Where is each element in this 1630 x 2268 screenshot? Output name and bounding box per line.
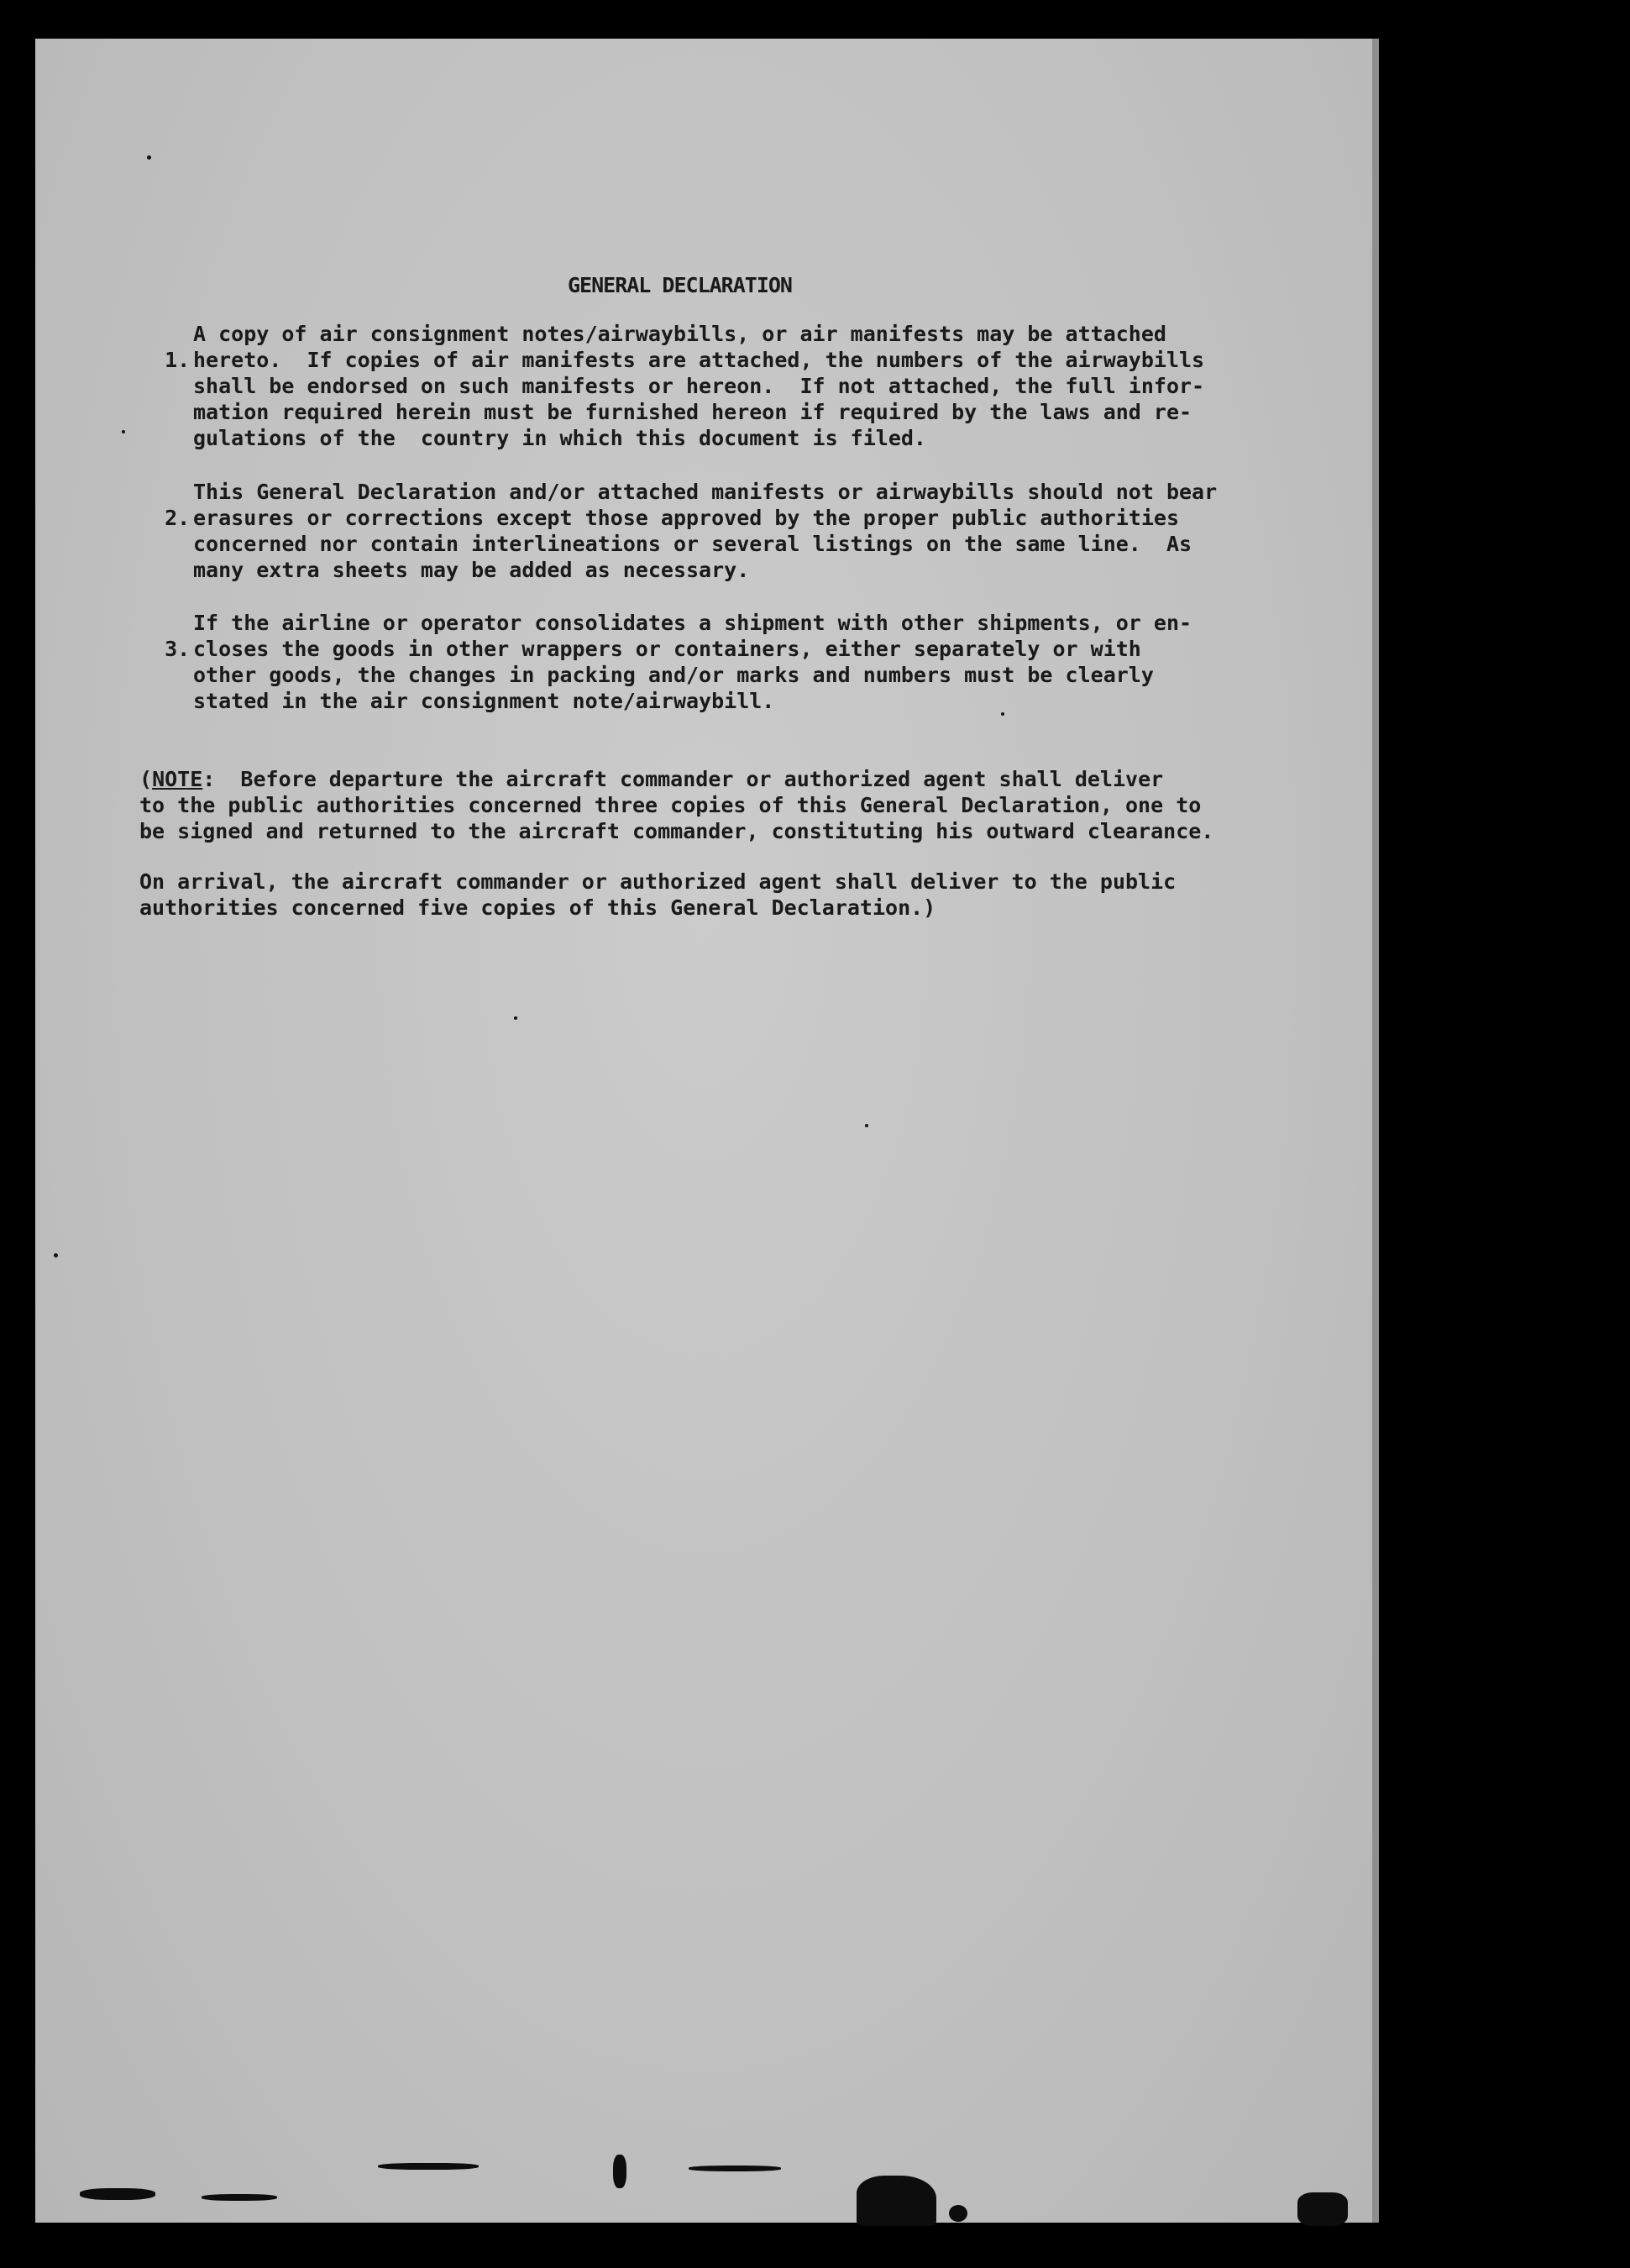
speck [147, 155, 151, 160]
text-line: shall be endorsed on such manifests or hereon. If not attached, the full infor- [193, 374, 1205, 398]
text-line: to the public authorities concerned three copies of this General Declaration, one to [139, 793, 1202, 817]
ink-blot [378, 2163, 479, 2170]
text-line: This General Declaration and/or attached manifests or airwaybills should not bear [193, 480, 1218, 504]
page-edge [1372, 39, 1379, 2223]
speck [514, 1016, 517, 1020]
text-line: : Before departure the aircraft commander or authorized agent shall deliver [202, 767, 1164, 791]
text-line: If the airline or operator consolidates a shipment with other shipments, or en- [193, 611, 1192, 635]
note-open-paren: ( [139, 767, 153, 791]
speck [54, 1253, 58, 1257]
ink-blot [949, 2205, 967, 2222]
list-item-2-text [193, 479, 1217, 583]
ink-blot [857, 2176, 936, 2226]
text-line: gulations of the country in which this document is filed. [193, 426, 926, 450]
note-paragraph [139, 766, 1213, 844]
list-item-1-text [193, 321, 1204, 451]
text-line: erasures or corrections except those approved by the proper public authorities [193, 506, 1179, 530]
ink-blot [202, 2194, 277, 2201]
item-number: 1. [165, 348, 191, 372]
ink-blot [613, 2155, 626, 2188]
text-line: closes the goods in other wrappers or containers, either separately or with [193, 637, 1141, 661]
text-line: many extra sheets may be added as necessary. [193, 558, 750, 582]
text-line: A copy of air consignment notes/airwaybills, or air manifests may be attached [193, 322, 1166, 346]
ink-blot [80, 2188, 155, 2200]
text-line: authorities concerned five copies of this General Declaration.) [139, 895, 936, 920]
item-number: 2. [165, 506, 191, 530]
note-label: NOTE [152, 767, 203, 791]
speck [865, 1124, 868, 1127]
ink-blot [1297, 2192, 1348, 2226]
text-line: stated in the air consignment note/airwaybill. [193, 689, 775, 713]
list-item-1 [139, 321, 190, 373]
text-line: concerned nor contain interlineations or several listings on the same line. As [193, 532, 1192, 556]
ink-blot [689, 2166, 781, 2171]
text-line: hereto. If copies of air manifests are attached, the numbers of the airwaybills [193, 348, 1205, 372]
text-line: mation required herein must be furnished hereon if required by the laws and re- [193, 400, 1192, 424]
list-item-3 [139, 610, 190, 662]
text-line: On arrival, the aircraft commander or authorized agent shall deliver to the public [139, 869, 1177, 894]
list-item-2 [139, 479, 190, 531]
document-title: GENERAL DECLARATION [568, 273, 792, 297]
text-line: other goods, the changes in packing and/or marks and numbers must be clearly [193, 663, 1154, 687]
arrival-paragraph [139, 869, 1176, 921]
speck [122, 430, 125, 433]
list-item-3-text [193, 610, 1192, 714]
text-line: be signed and returned to the aircraft commander, constituting his outward clearance. [139, 819, 1214, 843]
item-number: 3. [165, 637, 191, 661]
